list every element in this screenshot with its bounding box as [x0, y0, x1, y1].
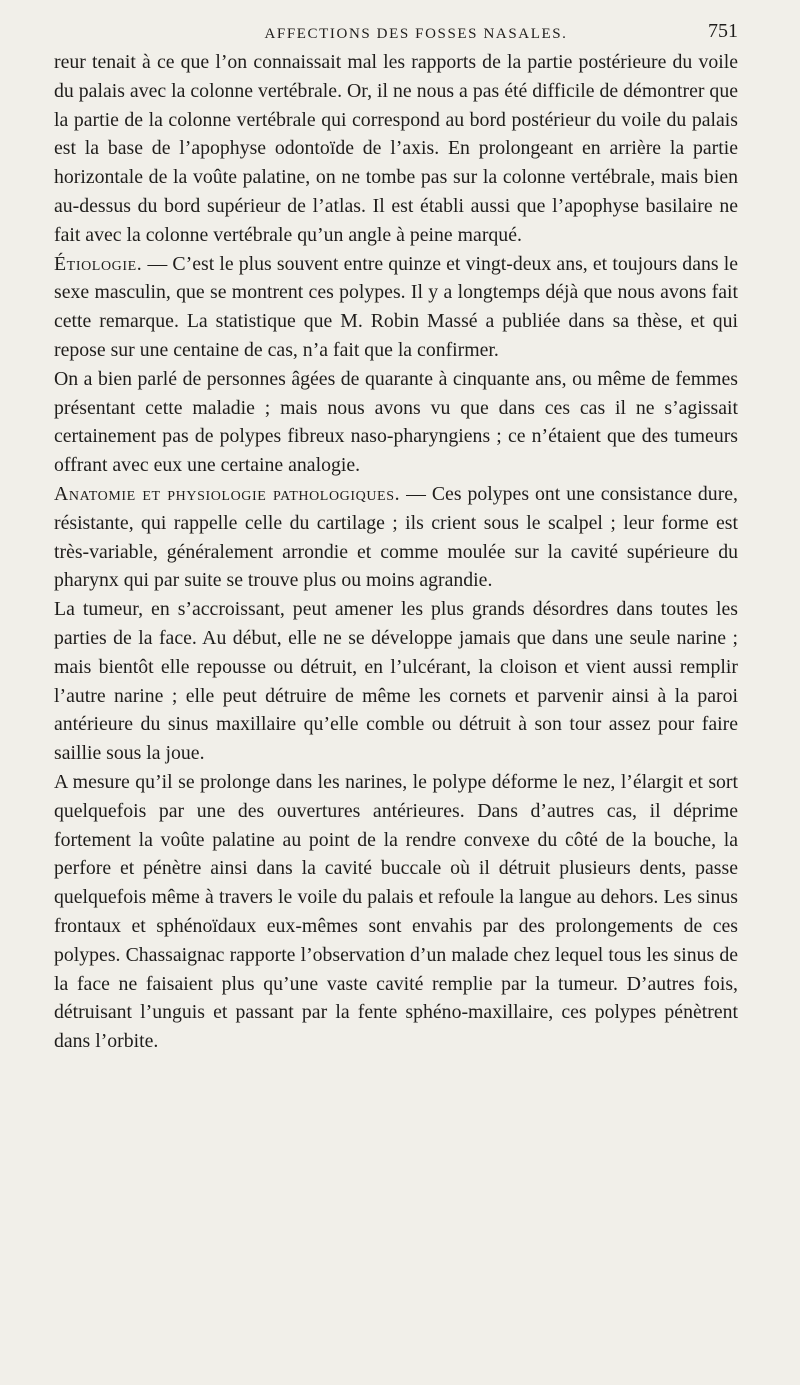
paragraph — [54, 365, 738, 480]
paragraph-text: — C’est le plus souvent entre quinze et vingt-deux ans, et toujours dans le sexe masculin, que se montrent ces polypes. Il y a longtemps déjà que nous avons fait cette remarque. La statistique que M. Robin Massé a publiée dans sa thèse, et qui repose sur une centaine de cas, n’a fait que la confirmer. — [54, 252, 738, 361]
paragraph-text: La tumeur, en s’accroissant, peut amener les plus grands désordres dans toutes les parties de la face. Au début, elle ne se développe jamais que dans une seule narine ; mais bientôt elle repousse ou détruit, en l’ulcérant, la cloison et vient aussi remplir l’autre narine ; elle peut détruire de même les cornets et parvenir ainsi à la paroi antérieure du sinus maxillaire qu’elle comble ou détruit à son tour assez pour faire saillie sous la joue. — [54, 598, 738, 765]
paragraph — [54, 768, 738, 1056]
paragraph-text: On a bien parlé de personnes âgées de quarante à cinquante ans, ou même de femmes présentant cette maladie ; mais nous avons vu que dans ces cas il ne s’agissait certainement pas de polypes fibreux naso-pharyngiens ; ce n’étaient que des tumeurs offrant avec eux une certaine analogie. — [54, 367, 738, 477]
paragraph-text: reur tenait à ce que l’on connaissait mal les rapports de la partie postérieure du voile du palais avec la colonne vertébrale. Or, il ne nous a pas été difficile de démontrer que la partie de la colonne vertébrale qui correspond au bord postérieur du voile du palais est la base de l’apophyse odontoïde de l’axis. En prolongeant en arrière la partie horizontale de la voûte palatine, on ne tombe pas sur la colonne vertébrale, mais bien au-dessus du bord supérieur de l’atlas. Il est établi aussi que l’apophyse basilaire ne fait avec la colonne vertébrale qu’un angle à peine marqué. — [54, 51, 738, 246]
paragraph — [54, 250, 738, 365]
paragraph — [54, 48, 738, 250]
paragraph — [54, 480, 738, 595]
section-heading-etiologie: Étiologie. — [54, 252, 143, 275]
paragraph — [54, 595, 738, 768]
page-number: 751 — [708, 20, 738, 42]
running-head — [54, 0, 738, 48]
paragraph-text: A mesure qu’il se prolonge dans les narines, le polype déforme le nez, l’élargit et sort quelquefois par une des ouvertures antérieures. Dans d’autres cas, il déprime fortement la voûte palatine au point de la rendre convexe du côté de la bouche, la perfore et pénètre ainsi dans la cavité buccale où il détruit plusieurs dents, passe quelquefois même à travers le voile du palais et refoule la langue au dehors. Les sinus frontaux et sphénoïdaux eux-mêmes sont envahis par des prolongements de ces polypes. Chassaignac rapporte l’observation d’un malade chez lequel tous les sinus de la face ne faisaient plus qu’une vaste cavité remplie par la tumeur. D’autres fois, détruisant l’unguis et passant par la fente sphéno-maxillaire, ces polypes pénètrent dans l’orbite. — [54, 770, 738, 1053]
section-heading-anatomie: Anatomie et physiologie pathologiques. — [54, 482, 401, 505]
running-title: AFFECTIONS DES FOSSES NASALES. — [264, 26, 568, 42]
body-text — [54, 48, 738, 1056]
paragraph-text: — Ces polypes ont une consistance dure, résistante, qui rappelle celle du cartilage ; ils crient sous le scalpel ; leur forme est très-variable, généralement arrondie et comme moulée sur la cavité supérieure du pharynx qui par suite se trouve plus ou moins agrandie. — [54, 482, 739, 592]
